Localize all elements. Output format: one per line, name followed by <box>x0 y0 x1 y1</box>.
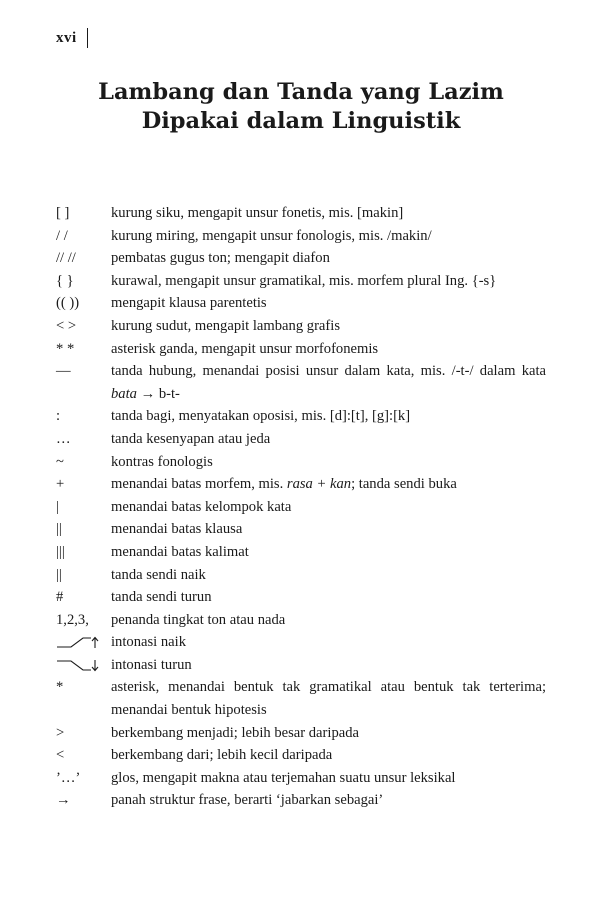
entry-symbol: || <box>56 521 62 538</box>
description-text: kontras fonologis <box>111 453 213 470</box>
list-item <box>56 225 546 248</box>
entry-symbol: > <box>56 724 65 741</box>
header-rule <box>87 28 88 48</box>
entry-description <box>111 428 546 451</box>
description-text: menandai batas kelompok kata <box>111 498 292 515</box>
entry-description <box>111 496 546 519</box>
list-item <box>56 722 546 745</box>
list-item <box>56 405 546 428</box>
entry-description <box>111 744 546 767</box>
description-text: berkembang menjadi; lebih besar daripada <box>111 724 359 741</box>
description-text: tanda hubung, menandai posisi unsur dalam kata, mis. /-t-/ dalam kata <box>111 363 546 380</box>
symbol-list <box>56 202 546 812</box>
list-item <box>56 654 546 677</box>
entry-description <box>111 767 546 790</box>
title-line-2: Dipakai dalam Linguistik <box>141 108 461 134</box>
list-item <box>56 518 546 541</box>
list-item <box>56 496 546 519</box>
entry-description <box>111 202 546 225</box>
list-item <box>56 315 546 338</box>
description-text: berkembang dari; lebih kecil daripada <box>111 747 333 764</box>
description-text: tanda sendi naik <box>111 566 206 583</box>
description-text: asterisk, menandai bentuk tak gramatikal atau bentuk tak terterima; menandai bentuk hipotesis <box>111 679 546 719</box>
description-text: mengapit klausa parentetis <box>111 295 267 312</box>
description-text: glos, mengapit makna atau terjemahan suatu unsur leksikal <box>111 769 456 786</box>
entry-symbol: → <box>56 792 71 809</box>
entry-description <box>111 225 546 248</box>
entry-description <box>111 292 546 315</box>
rising-intonation-icon <box>56 636 111 649</box>
list-item <box>56 631 546 654</box>
entry-description <box>111 451 546 474</box>
list-item <box>56 270 546 293</box>
description-text: ; tanda sendi buka <box>351 476 457 493</box>
entry-symbol: 1,2,3, <box>56 611 89 628</box>
entry-symbol: // // <box>56 250 76 267</box>
entry-symbol: + <box>56 476 65 493</box>
description-text: kurung sudut, mengapit lambang grafis <box>111 317 340 334</box>
list-item <box>56 202 546 225</box>
list-item <box>56 767 546 790</box>
description-text: tanda sendi turun <box>111 589 212 606</box>
entry-symbol: (( )) <box>56 295 80 312</box>
entry-description <box>111 315 546 338</box>
list-item <box>56 338 546 361</box>
entry-description <box>111 405 546 428</box>
description-text: tanda kesenyapan atau jeda <box>111 430 271 447</box>
description-text: menandai batas kalimat <box>111 543 249 560</box>
entry-symbol: ~ <box>56 453 64 470</box>
entry-description <box>111 247 546 270</box>
list-item <box>56 473 546 496</box>
entry-description <box>111 360 546 405</box>
description-text: intonasi turun <box>111 656 192 673</box>
entry-description <box>111 270 546 293</box>
entry-description <box>111 586 546 609</box>
description-text: asterisk ganda, mengapit unsur morfofonemis <box>111 340 379 357</box>
entry-symbol: … <box>56 430 71 447</box>
list-item <box>56 564 546 587</box>
entry-description <box>111 609 546 632</box>
entry-description <box>111 722 546 745</box>
title-line-1: Lambang dan Tanda yang Lazim <box>98 79 504 105</box>
entry-description <box>111 564 546 587</box>
description-text: intonasi naik <box>111 634 186 651</box>
list-item <box>56 247 546 270</box>
entry-symbol: * * <box>56 340 75 357</box>
entry-symbol: | <box>56 498 59 515</box>
entry-symbol: < > <box>56 317 77 334</box>
description-text: kurawal, mengapit unsur gramatikal, mis. morfem plural Ing. {-s} <box>111 272 497 289</box>
falling-intonation-icon <box>56 659 111 672</box>
entry-description <box>111 676 546 721</box>
list-item <box>56 292 546 315</box>
entry-symbol: # <box>56 589 64 606</box>
entry-symbol: / / <box>56 227 68 244</box>
entry-description <box>111 518 546 541</box>
description-text: panah struktur frase, berarti ‘jabarkan sebagai’ <box>111 792 384 809</box>
page-title <box>0 78 602 136</box>
list-item <box>56 360 546 405</box>
entry-description <box>111 654 546 677</box>
entry-symbol: ’…’ <box>56 769 81 786</box>
italic-example: rasa + kan <box>286 476 352 493</box>
description-text: pembatas gugus ton; mengapit diafon <box>111 250 330 267</box>
entry-symbol: [ ] <box>56 205 70 221</box>
entry-symbol: : <box>56 408 61 425</box>
page-number: xvi <box>56 29 77 46</box>
page-header <box>56 28 88 48</box>
list-item <box>56 541 546 564</box>
italic-example: bata <box>111 385 137 402</box>
list-item <box>56 428 546 451</box>
description-text: penanda tingkat ton atau nada <box>111 611 286 628</box>
entry-symbol: || <box>56 566 62 583</box>
list-item <box>56 789 546 812</box>
entry-symbol <box>56 654 111 677</box>
entry-description <box>111 473 546 496</box>
description-text: menandai batas morfem, mis. <box>111 476 287 493</box>
description-text: kurung miring, mengapit unsur fonologis, mis. /makin/ <box>111 227 432 244</box>
description-text: menandai batas klausa <box>111 521 243 538</box>
entry-description <box>111 541 546 564</box>
description-text: → b-t- <box>136 385 180 402</box>
list-item <box>56 586 546 609</box>
entry-description <box>111 789 546 812</box>
list-item <box>56 451 546 474</box>
entry-symbol: < <box>56 747 65 764</box>
list-item <box>56 609 546 632</box>
description-text: tanda bagi, menyatakan oposisi, mis. [d]:[t], [g]:[k] <box>111 408 411 425</box>
entry-symbol: — <box>56 363 71 380</box>
entry-symbol <box>56 631 111 654</box>
list-item <box>56 744 546 767</box>
entry-symbol: { } <box>56 272 74 289</box>
entry-description <box>111 631 546 654</box>
description-text: kurung siku, mengapit unsur fonetis, mis. [makin] <box>111 205 404 221</box>
entry-description <box>111 338 546 361</box>
entry-symbol: * <box>56 679 64 696</box>
entry-symbol: ||| <box>56 543 65 560</box>
list-item <box>56 676 546 721</box>
